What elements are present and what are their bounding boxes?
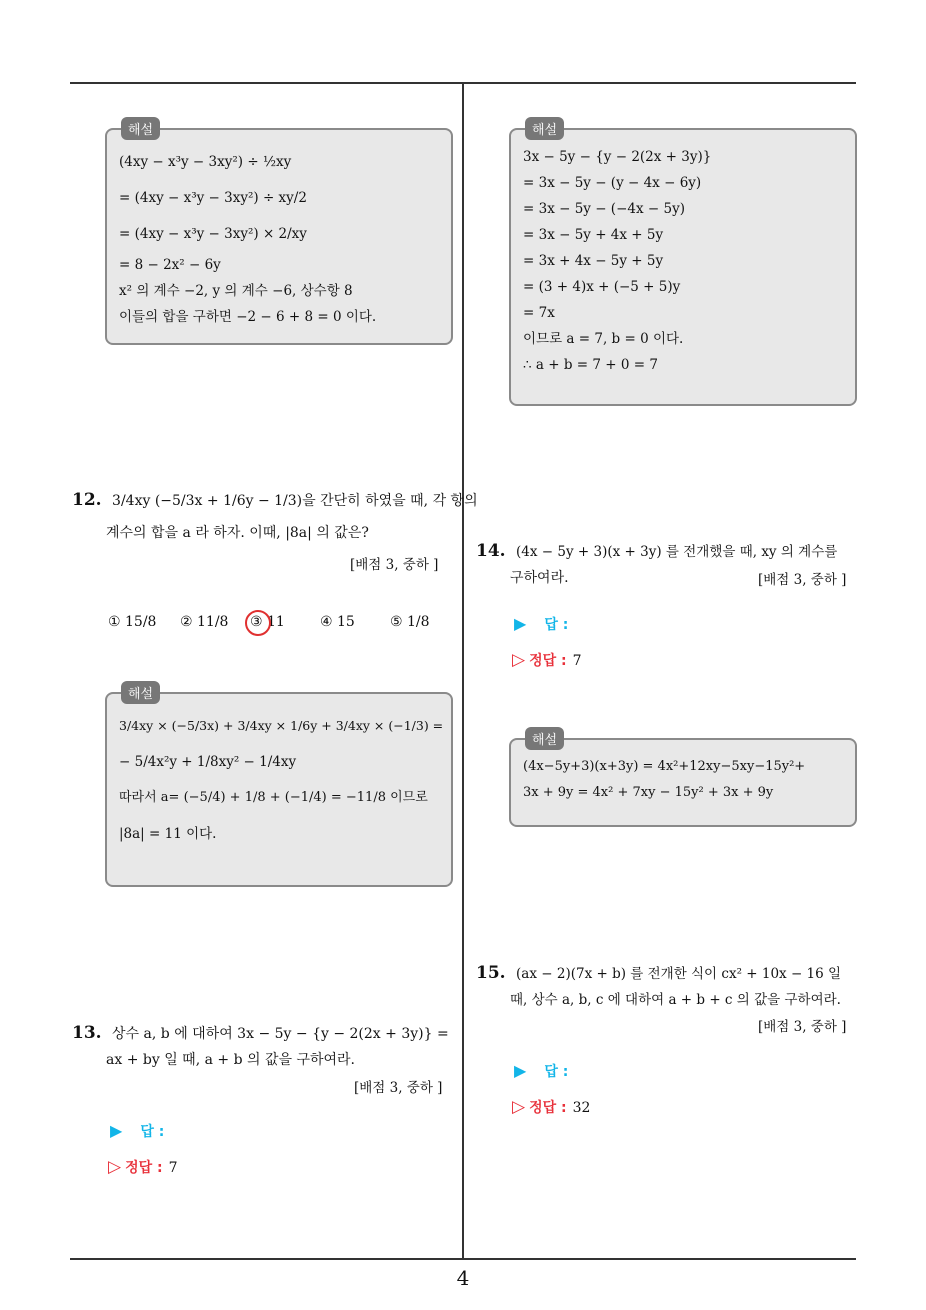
question-text: 상수 a, b 에 대하여 3x − 5y − {y − 2(2x + 3y)} =	[112, 1026, 449, 1042]
column-divider	[462, 84, 464, 1260]
solution-line: = 3x − 5y + 4x + 5y	[523, 227, 664, 243]
solution-tag: 해설	[525, 117, 564, 140]
correct-label: 정답 :	[529, 653, 567, 669]
question-number: 14.	[476, 541, 506, 561]
question-number: 12.	[72, 490, 102, 510]
answer-row[interactable]	[514, 614, 568, 634]
play-triangle-icon: ▶	[110, 1121, 123, 1140]
solution-line: = 3x − 5y − (y − 4x − 6y)	[523, 175, 702, 191]
solution-line: 따라서 a= (−5/4) + 1/8 + (−1/4) = −11/8 이므로	[119, 790, 428, 805]
solution-line: = 7x	[523, 305, 555, 321]
question-15	[476, 960, 862, 1013]
solution-line: (4xy − x³y − 3xy²) ÷ ½xy	[119, 154, 292, 170]
points-label: [배점 3, 중하 ]	[758, 1019, 847, 1035]
solution-line: = (4xy − x³y − 3xy²) ÷ xy/2	[119, 190, 307, 206]
solution-line: 3x + 9y = 4x² + 7xy − 15y² + 3x + 9y	[523, 785, 774, 800]
page-number: 4	[456, 1266, 470, 1290]
question-number: 13.	[72, 1023, 102, 1043]
solution-line: = 3x − 5y − (−4x − 5y)	[523, 201, 685, 217]
correct-label: 정답 :	[125, 1160, 163, 1176]
question-text: (4x − 5y + 3)(x + 3y) 를 전개했을 때, xy 의 계수를	[516, 544, 838, 560]
solution-line: (4x−5y+3)(x+3y) = 4x²+12xy−5xy−15y²+	[523, 759, 806, 774]
outline-triangle-icon: ▷	[512, 650, 526, 670]
question-number: 15.	[476, 963, 506, 983]
choice-1[interactable]: ① 15/8	[108, 614, 157, 630]
solution-line: ∴ a + b = 7 + 0 = 7	[523, 357, 658, 373]
footer-rule	[70, 1258, 856, 1260]
solution-line: 3/4xy × (−5/3x) + 3/4xy × 1/6y + 3/4xy × (−1/3) =	[119, 718, 444, 733]
correct-answer-row	[108, 1157, 178, 1177]
question-text: ax + by 일 때, a + b 의 값을 구하여라.	[106, 1052, 356, 1068]
solution-line: 이들의 합을 구하면 −2 − 6 + 8 = 0 이다.	[119, 309, 377, 325]
question-text: 때, 상수 a, b, c 에 대하여 a + b + c 의 값을 구하여라.	[510, 992, 841, 1008]
solution-box-11	[105, 123, 453, 345]
play-triangle-icon: ▶	[514, 614, 527, 633]
correct-answer-row	[512, 1097, 590, 1117]
choice-4[interactable]: ④ 15	[320, 614, 355, 630]
solution-line: − 5/4x²y + 1/8xy² − 1/4xy	[119, 754, 297, 770]
solution-box-14	[509, 733, 857, 827]
answer-row[interactable]	[514, 1061, 568, 1081]
solution-tag: 해설	[121, 117, 160, 140]
answer-label: 답 :	[544, 617, 569, 633]
solution-line: 이므로 a = 7, b = 0 이다.	[523, 331, 684, 347]
outline-triangle-icon: ▷	[108, 1157, 122, 1177]
question-13	[72, 1020, 458, 1073]
solution-line: 3x − 5y − {y − 2(2x + 3y)}	[523, 149, 712, 165]
choice-5[interactable]: ⑤ 1/8	[390, 614, 430, 630]
question-text: (ax − 2)(7x + b) 를 전개한 식이 cx² + 10x − 16 일	[516, 966, 842, 982]
correct-label: 정답 :	[529, 1100, 567, 1116]
choice-2[interactable]: ② 11/8	[180, 614, 229, 630]
outline-triangle-icon: ▷	[512, 1097, 526, 1117]
solution-box-12	[105, 687, 453, 887]
choice-3[interactable]: ③ 11	[250, 614, 285, 630]
solution-line: = 8 − 2x² − 6y	[119, 257, 221, 273]
answer-label: 답 :	[544, 1064, 569, 1080]
question-12	[72, 480, 478, 546]
answer-label: 답 :	[140, 1124, 165, 1140]
question-text: 3/4xy (−5/3x + 1/6y − 1/3)을 간단히 하였을 때, 각 항의	[112, 493, 478, 509]
answer-circle-icon	[245, 610, 271, 636]
play-triangle-icon: ▶	[514, 1061, 527, 1080]
answer-row[interactable]	[110, 1121, 164, 1141]
question-text: 계수의 합을 a 라 하자. 이때, |8a| 의 값은?	[106, 525, 369, 541]
question-text: 구하여라.	[510, 570, 569, 586]
points-label: [배점 3, 중하 ]	[350, 557, 439, 573]
points-label: [배점 3, 중하 ]	[758, 572, 847, 588]
solution-box-right-top	[509, 123, 857, 406]
solution-tag: 해설	[121, 681, 160, 704]
correct-value: 32	[572, 1100, 591, 1116]
choice-list	[108, 608, 458, 644]
solution-line: = (3 + 4)x + (−5 + 5)y	[523, 279, 681, 295]
correct-value: 7	[572, 653, 582, 669]
correct-answer-row	[512, 650, 582, 670]
correct-value: 7	[168, 1160, 178, 1176]
solution-line: = (4xy − x³y − 3xy²) × 2/xy	[119, 226, 307, 242]
solution-line: |8a| = 11 이다.	[119, 826, 217, 842]
solution-line: = 3x + 4x − 5y + 5y	[523, 253, 664, 269]
points-label: [배점 3, 중하 ]	[354, 1080, 443, 1096]
solution-tag: 해설	[525, 727, 564, 750]
solution-line: x² 의 계수 −2, y 의 계수 −6, 상수항 8	[119, 283, 353, 299]
